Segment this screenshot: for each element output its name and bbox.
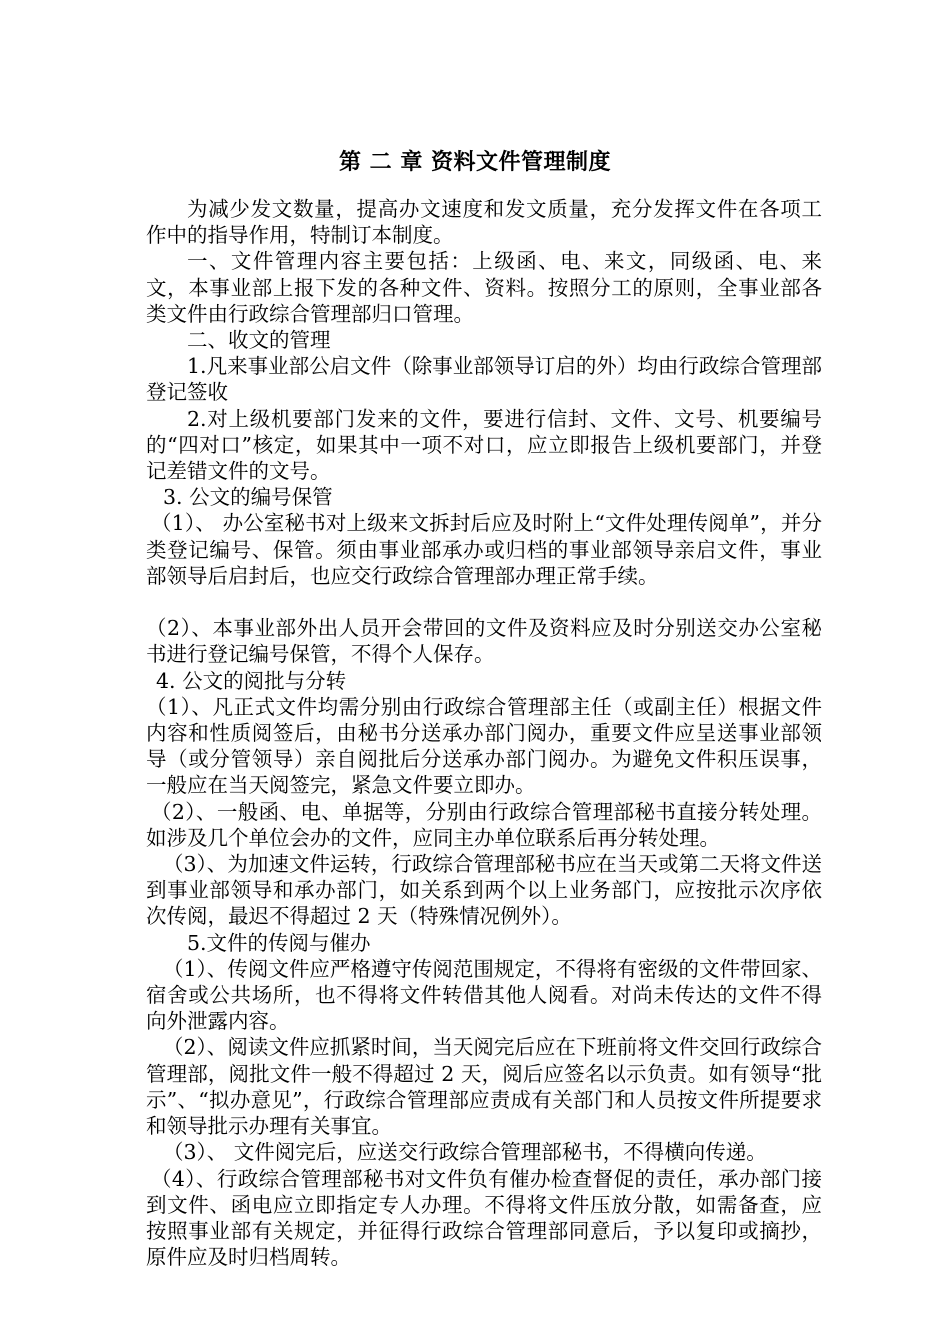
document-title: 第 二 章 资料文件管理制度 <box>339 149 611 175</box>
paragraph-item-4-3: （3）、为加速文件运转，行政综合管理部秘书应在当天或第二天将文件送到事业部领导和承办部门，如关系到两个以上业务部门，应按批示次序依次传阅，最迟不得超过 2 天（特殊情况例外）。 <box>146 852 822 929</box>
paragraph-item-5-2: （2）、阅读文件应抓紧时间，当天阅完后应在下班前将文件交回行政综合管理部，阅批文件一般不得超过 2 天，阅后应签名以示负责。如有领导“批示”、“拟办意见”，行政综合管理部应责成有关部门和人员按文件所提要求和领导批示办理有关事宜。 <box>146 1035 822 1139</box>
paragraph-item-4-2: （2）、一般函、电、单据等，分别由行政综合管理部秘书直接分转处理。如涉及几个单位会办的文件，应同主办单位联系后再分转处理。 <box>146 799 822 850</box>
heading-section-2: 二、收文的管理 <box>187 328 331 353</box>
paragraph-item-5-3: （3）、 文件阅完后，应送交行政综合管理部秘书，不得横向传递。 <box>163 1140 767 1165</box>
paragraph-item-3-2: （2）、本事业部外出人员开会带回的文件及资料应及时分别送交办公室秘书进行登记编号保管，不得个人保存。 <box>146 616 822 667</box>
document-body <box>146 196 822 1270</box>
paragraph-item-3-1: （1）、 办公室秘书对上级来文拆封后应及时附上“文件处理传阅单”，并分类登记编号、保管。须由事业部承办或归档的事业部领导亲启文件，事业部领导后启封后，也应交行政综合管理部办理正常手续。 <box>146 511 822 588</box>
paragraph-item-5-1: （1）、传阅文件应严格遵守传阅范围规定，不得将有密级的文件带回家、宿舍或公共场所，也不得将文件转借其他人阅看。对尚未传达的文件不得向外泄露内容。 <box>146 956 822 1034</box>
paragraph-item-1: 1.凡来事业部公启文件（除事业部领导订启的外）均由行政综合管理部登记签收 <box>146 354 822 405</box>
heading-item-5: 5.文件的传阅与催办 <box>187 930 371 955</box>
paragraph-item-2: 2.对上级机要部门发来的文件，要进行信封、文件、文号、机要编号的“四对口”核定，如果其中一项不对口，应立即报告上级机要部门，并登记差错文件的文号。 <box>146 406 822 484</box>
blank-line <box>146 589 822 615</box>
paragraph-intro: 为减少发文数量，提高办文速度和发文质量，充分发挥文件在各项工作中的指导作用，特制订本制度。 <box>146 197 822 248</box>
heading-item-3: 3. 公文的编号保管 <box>163 485 333 510</box>
paragraph-section-1: 一、文件管理内容主要包括：上级函、电、来文，同级函、电、来文，本事业部上报下发的各种文件、资料。按照分工的原则，全事业部各类文件由行政综合管理部归口管理。 <box>146 249 822 326</box>
heading-item-4: 4. 公文的阅批与分转 <box>156 668 347 693</box>
paragraph-item-4-1: （1）、凡正式文件均需分别由行政综合管理部主任（或副主任）根据文件内容和性质阅签后，由秘书分送承办部门阅办，重要文件应呈送事业部领导（或分管领导）亲自阅批后分送承办部门阅办。为避免文件积压误事，一般应在当天阅签完，紧急文件要立即办。 <box>146 694 822 798</box>
paragraph-item-5-4: （4）、行政综合管理部秘书对文件负有催办检查督促的责任，承办部门接到文件、函电应立即指定专人办理。不得将文件压放分散，如需备查，应按照事业部有关规定，并征得行政综合管理部同意后，予以复印或摘抄，原件应及时归档周转。 <box>146 1166 822 1270</box>
